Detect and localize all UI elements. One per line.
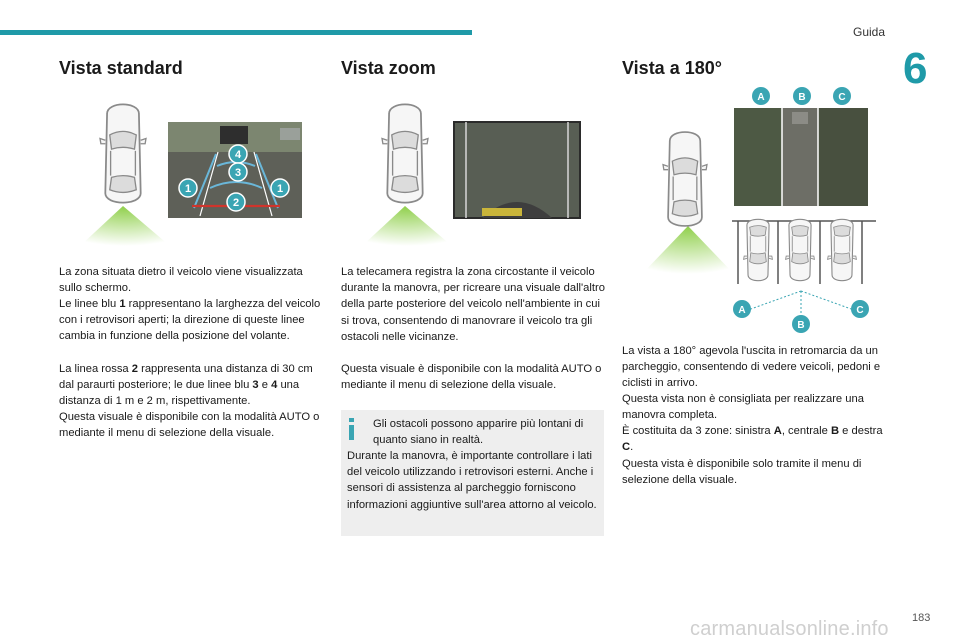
marker-c-top xyxy=(833,87,851,105)
title-vista-180: Vista a 180° xyxy=(622,58,722,78)
svg-text:1: 1 xyxy=(184,183,192,195)
title-vista-zoom: Vista zoom xyxy=(341,58,436,78)
svg-text:B: B xyxy=(797,320,805,331)
standard-paragraph-2: Le linee blu 1 rappresentano la larghezza del veicolo con i retrovisori aperti; la direzione di queste linee cambia in funzione della posizione del volante. xyxy=(59,298,321,343)
svg-text:B: B xyxy=(798,92,806,103)
svg-text:A: A xyxy=(757,92,765,103)
180-paragraph-3: È costituita da 3 zone: sinistra A, centrale B e destra C. xyxy=(622,425,883,454)
standard-paragraph-1: La zona situata dietro il veicolo viene visualizzata sullo schermo. xyxy=(59,266,303,295)
info-note-first: Gli ostacoli possono apparire più lontani di quanto siano in realtà. xyxy=(373,418,584,447)
section-label: Guida xyxy=(853,25,886,39)
title-vista-standard: Vista standard xyxy=(59,58,183,78)
standard-view-illustration xyxy=(60,96,310,246)
svg-text:1: 1 xyxy=(276,183,284,195)
svg-text:2: 2 xyxy=(232,197,240,209)
parked-car-icon xyxy=(786,219,815,280)
standard-paragraph-3: La linea rossa 2 rappresenta una distanza di 30 cm dal paraurti posteriore; le due linee blu 3 e 4 una distanza di 1 m e 2 m, rispettivamente. xyxy=(59,363,313,408)
parking-row xyxy=(732,219,876,284)
camera-field-cone xyxy=(642,226,734,274)
180-paragraph-2: Questa vista non è consigliata per realizzare una manovra completa. xyxy=(622,393,864,422)
parked-car-icon xyxy=(828,219,857,280)
zoom-paragraph-1: La telecamera registra la zona circostante il veicolo durante la manovra, per ricreare una visuale dall'altro della parte posteriore del veicolo nell'ambiente in cui si trova, consentendo di manovrare il veicolo tra gli ostacoli nelle vicinanze. xyxy=(341,266,605,343)
info-note-box xyxy=(341,410,604,536)
camera-screen-180 xyxy=(734,108,868,206)
marker-3 xyxy=(229,163,247,181)
zoom-view-illustration xyxy=(342,96,592,246)
svg-text:C: C xyxy=(838,92,846,103)
marker-1-left xyxy=(179,179,197,197)
parked-car-icon xyxy=(744,219,773,280)
180-view-illustration xyxy=(620,84,880,334)
header-accent-bar xyxy=(0,30,472,35)
chapter-number: 6 xyxy=(903,44,928,93)
car-top-icon xyxy=(100,104,146,202)
car-top-icon xyxy=(382,104,428,202)
marker-a-bottom xyxy=(733,300,751,318)
svg-text:4: 4 xyxy=(234,149,242,161)
car-top-icon xyxy=(663,132,707,226)
zone-lines xyxy=(748,291,854,318)
camera-field-cone xyxy=(362,206,452,246)
marker-b-top xyxy=(793,87,811,105)
watermark: carmanualsonline.info xyxy=(690,618,889,640)
marker-1-right xyxy=(271,179,289,197)
marker-2 xyxy=(227,193,245,211)
marker-a-top xyxy=(752,87,770,105)
info-note-rest: Durante la manovra, è importante controllare i lati del veicolo utilizzando i retrovisori esterni. Anche i sensori di assistenza al parcheggio forniscono informazioni aggiuntive sull'area attorno al veicolo. xyxy=(347,450,597,511)
page-number: 183 xyxy=(912,612,931,624)
marker-c-bottom xyxy=(851,300,869,318)
svg-text:A: A xyxy=(738,305,746,316)
camera-screen-zoom xyxy=(454,122,580,218)
camera-field-cone xyxy=(80,206,170,246)
180-paragraph-4: Questa vista è disponibile solo tramite il menu di selezione della visuale. xyxy=(622,458,862,487)
180-paragraph-1: La vista a 180° agevola l'uscita in retromarcia da un parcheggio, consentendo di vedere veicoli, pedoni e ciclisti in arrivo. xyxy=(622,345,881,390)
info-icon xyxy=(349,418,355,440)
svg-text:3: 3 xyxy=(234,167,242,179)
svg-text:C: C xyxy=(856,305,864,316)
marker-b-bottom xyxy=(792,315,810,333)
marker-4 xyxy=(229,145,247,163)
zoom-paragraph-2: Questa visuale è disponibile con la modalità AUTO o mediante il menu di selezione della visuale. xyxy=(341,363,602,392)
standard-paragraph-4: Questa visuale è disponibile con la modalità AUTO o mediante il menu di selezione della visuale. xyxy=(59,411,320,440)
